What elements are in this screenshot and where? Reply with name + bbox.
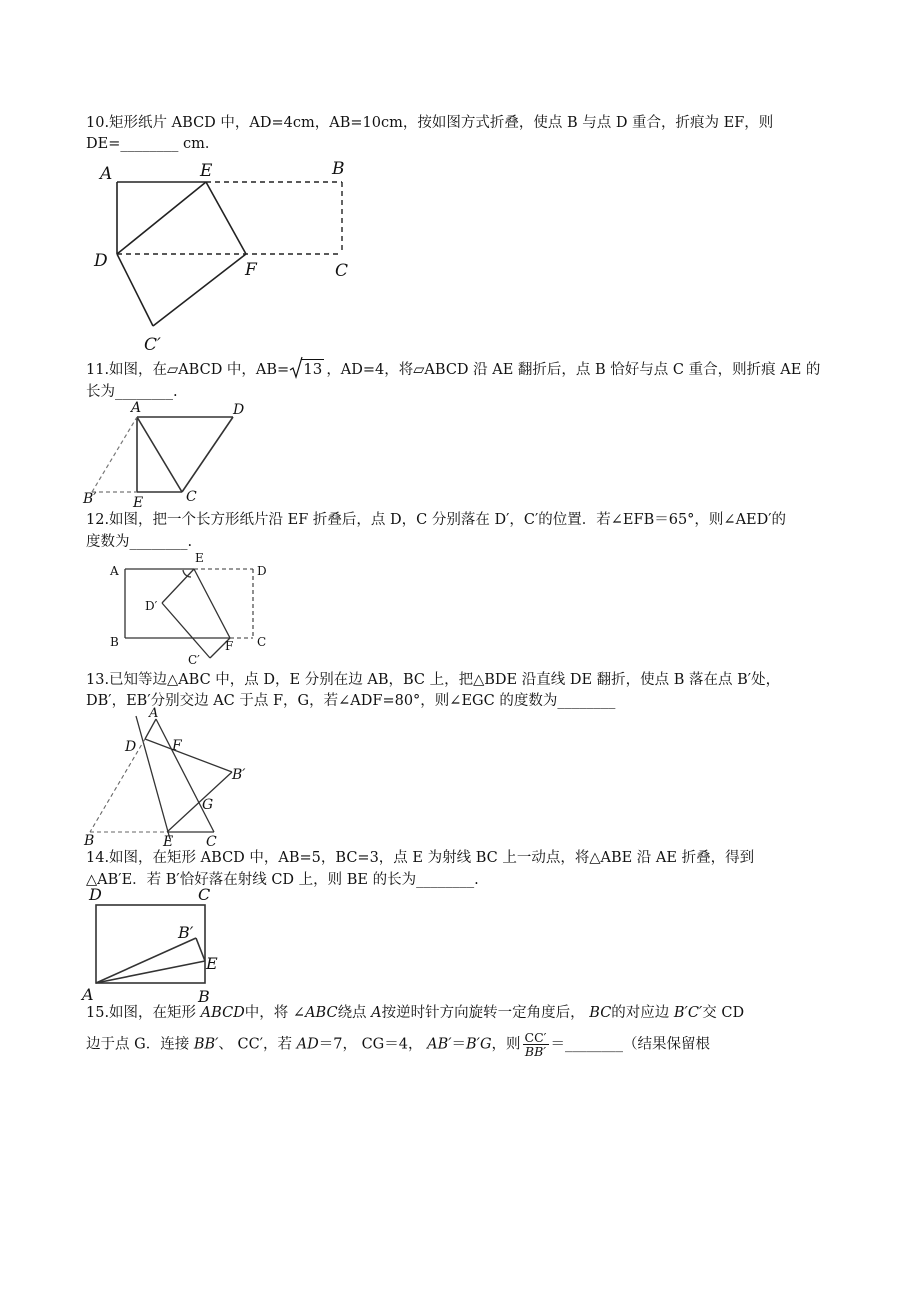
q13-label-f: F bbox=[172, 738, 182, 754]
q15-text-e: 绕点 bbox=[337, 1005, 372, 1021]
q15-text-k: 交 CD bbox=[702, 1005, 745, 1021]
q12-segment-ef bbox=[194, 569, 230, 638]
q12-label-b: B bbox=[110, 635, 119, 649]
q11-figure bbox=[80, 400, 260, 510]
q10-segment-de bbox=[117, 182, 206, 254]
q13-label-bprime: B′ bbox=[232, 767, 246, 783]
q12-segment-dprime-cprime bbox=[162, 603, 210, 658]
q13-label-g: G bbox=[202, 797, 214, 813]
q14-label-d: D bbox=[89, 885, 102, 904]
q15-text-2i: ，则 bbox=[491, 1036, 521, 1053]
q11-label-bprime: B′ bbox=[83, 491, 97, 507]
q15-text-c: 中，将 ∠ bbox=[244, 1005, 306, 1021]
q15-fraction-numerator: CC′ bbox=[524, 1030, 547, 1045]
q11-label-c: C bbox=[186, 489, 197, 505]
q14-segment-ae bbox=[96, 961, 205, 983]
q10-label-a: A bbox=[100, 164, 113, 184]
radical-sign-icon bbox=[289, 356, 303, 380]
q10-segment-dcp bbox=[117, 254, 153, 326]
q12-label-e: E bbox=[195, 552, 204, 565]
q15-text-line1 bbox=[86, 1003, 744, 1023]
q15-text-a-point: A bbox=[371, 1005, 382, 1021]
q14-text-line1: 14.如图，在矩形 ABCD 中，AB=5，BC=3，点 E 为射线 BC 上一动点，将△ABE 沿 AE 折叠，得到 bbox=[86, 850, 755, 866]
q15-fraction bbox=[523, 1031, 549, 1058]
q11-segment-ac bbox=[137, 417, 182, 492]
q12-figure bbox=[100, 552, 280, 668]
q13-label-b: B bbox=[84, 833, 95, 849]
q14-figure bbox=[80, 884, 240, 1008]
q15-text-i: 的对应边 bbox=[611, 1005, 674, 1021]
q13-figure bbox=[80, 706, 270, 850]
q12-label-cprime: C′ bbox=[188, 653, 200, 667]
q13-text-line1: 13.已知等边△ABC 中，点 D，E 分别在边 AB，BC 上，把△BDE 沿直线 DE 翻折，使点 B 落在点 B′处， bbox=[86, 672, 781, 688]
q11-text-pre: 11.如图，在▱ABCD 中，AB= bbox=[86, 362, 290, 378]
q15-text-bprime-g: B′G bbox=[466, 1036, 492, 1053]
q13-text-line2: DB′，EB′分别交边 AC 于点 F，G，若∠ADF=80°，则∠EGC 的度数为________ bbox=[86, 693, 616, 709]
q12-text-line2: 度数为________. bbox=[86, 534, 193, 550]
q15-text-abc: ABC bbox=[305, 1005, 338, 1021]
q11-label-a: A bbox=[131, 400, 142, 416]
q12-label-a: A bbox=[110, 564, 119, 578]
q15-text-g: 按逆时针方向旋转一定角度后， bbox=[381, 1005, 590, 1021]
q15-text-abprime: AB′ bbox=[427, 1036, 452, 1053]
q10-text-line1: 10.矩形纸片 ABCD 中，AD=4cm，AB=10cm，按如图方式折叠，使点 B 与点 D 重合，折痕为 EF，则 bbox=[86, 115, 774, 131]
q13-segment-ad bbox=[145, 719, 156, 739]
q15-text-bbprime: BB′ bbox=[193, 1036, 219, 1053]
q13-segment-dbprime bbox=[145, 739, 232, 772]
q15-text-line2 bbox=[86, 1031, 710, 1058]
q15-text-a: 15.如图，在矩形 bbox=[86, 1005, 201, 1021]
q10-segment-cpf bbox=[153, 254, 246, 326]
q15-text-2g: ＝ bbox=[451, 1036, 467, 1053]
q14-label-c: C bbox=[198, 885, 211, 904]
q14-label-b: B bbox=[198, 987, 210, 1006]
q12-text-line1: 12.如图，把一个长方形纸片沿 EF 折叠后，点 D，C 分别落在 D′，C′的位置．若∠EFB＝65°，则∠AED′的 bbox=[86, 512, 787, 528]
q15-text-bprime-cprime: B′C′ bbox=[673, 1005, 703, 1021]
q11-text-line1 bbox=[86, 359, 820, 380]
q11-sqrt-value: 13 bbox=[303, 360, 323, 378]
q15-text-2a: 边于点 G．连接 bbox=[86, 1036, 194, 1053]
q15-text-bc: BC bbox=[589, 1005, 612, 1021]
q13-segment-bprime-e bbox=[167, 772, 232, 832]
q10-label-cprime: C′ bbox=[144, 335, 161, 354]
q13-label-d: D bbox=[125, 739, 137, 755]
q15-text-2j: ＝________（结果保留根 bbox=[550, 1036, 711, 1053]
q10-text-line2: DE=________ cm． bbox=[86, 136, 220, 152]
q14-segment-abprime bbox=[96, 938, 196, 983]
q13-dashed-db bbox=[90, 739, 145, 832]
q11-label-d: D bbox=[233, 402, 245, 418]
q12-label-f: F bbox=[225, 639, 234, 653]
q14-text-line2: △AB′E．若 B′恰好落在射线 CD 上，则 BE 的长为________. bbox=[86, 872, 479, 888]
q10-label-f: F bbox=[245, 260, 257, 280]
q15-text-ad: AD bbox=[296, 1036, 319, 1053]
q15-text-2e: ＝7， CG＝4， bbox=[318, 1036, 428, 1053]
q13-label-c: C bbox=[206, 834, 217, 850]
q12-label-d: D bbox=[257, 564, 267, 578]
q15-fraction-denominator: BB′ bbox=[524, 1044, 547, 1059]
q12-segment-edprime bbox=[162, 569, 194, 603]
q11-label-e: E bbox=[133, 495, 144, 510]
q10-label-d: D bbox=[94, 251, 108, 271]
q10-label-c: C bbox=[335, 261, 349, 281]
q10-label-e: E bbox=[200, 161, 213, 181]
q12-label-c: C bbox=[257, 635, 267, 649]
q11-text-line2: 长为________. bbox=[86, 384, 178, 400]
q10-segment-ef bbox=[206, 182, 246, 254]
q13-label-e: E bbox=[163, 834, 174, 850]
q12-label-dprime: D′ bbox=[145, 599, 158, 613]
q13-segment-de-fold bbox=[136, 716, 170, 839]
q11-sqrt bbox=[289, 359, 324, 380]
q10-figure bbox=[86, 154, 366, 354]
q10-label-b: B bbox=[332, 159, 345, 179]
q14-segment-bprime-e bbox=[196, 938, 205, 961]
q15-text-abcd: ABCD bbox=[200, 1005, 245, 1021]
q14-label-a: A bbox=[82, 985, 94, 1004]
q11-dashed-ab bbox=[92, 417, 137, 492]
q14-label-e: E bbox=[206, 954, 218, 973]
q14-label-bprime: B′ bbox=[178, 923, 194, 942]
q13-label-a: A bbox=[149, 706, 159, 721]
q15-text-2c: 、 CC′，若 bbox=[218, 1036, 297, 1053]
q11-text-post: ，AD=4，将▱ABCD 沿 AE 翻折后，点 B 恰好与点 C 重合，则折痕 AE 的 bbox=[326, 362, 821, 378]
q11-segment-dc bbox=[182, 417, 233, 492]
